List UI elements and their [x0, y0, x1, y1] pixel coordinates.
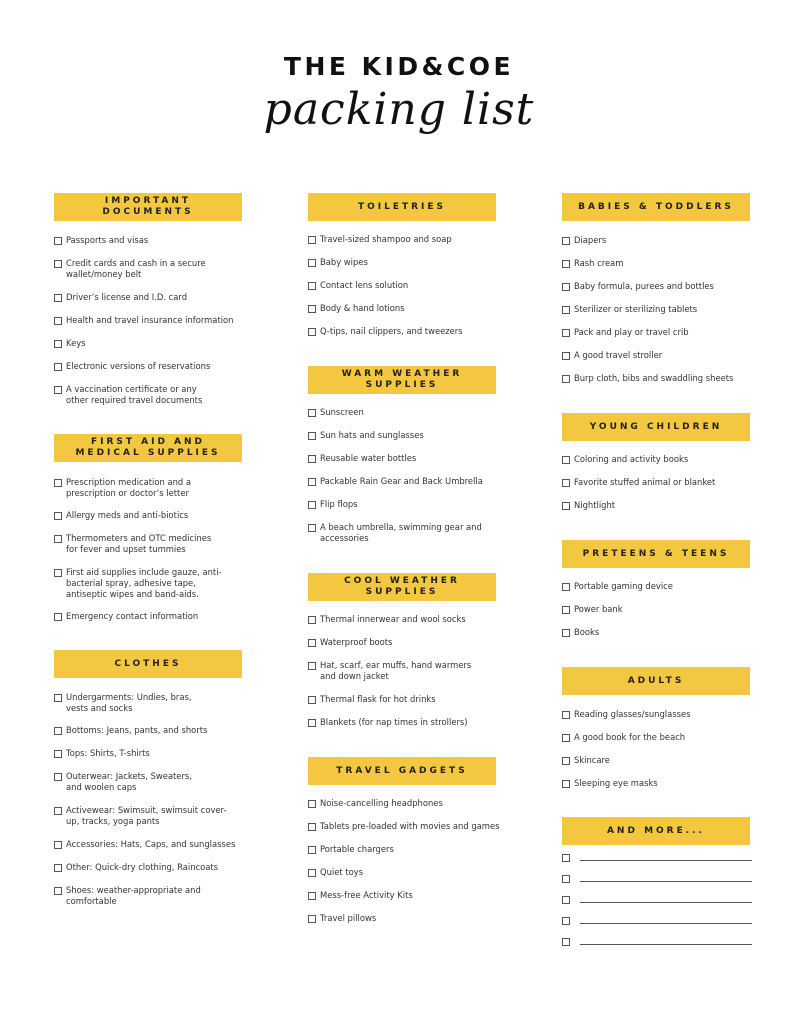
checkbox[interactable]	[562, 260, 570, 268]
checklist-item[interactable]	[54, 384, 249, 406]
checklist-item-label: A vaccination certificate or any other required travel documents	[66, 384, 203, 405]
section-header-line: FIRST AID AND	[90, 437, 206, 447]
checklist-item-label: Allergy meds and anti-biotics	[66, 510, 189, 520]
checklist-item[interactable]	[562, 709, 757, 720]
checklist-item-label: Sun hats and sunglasses	[320, 430, 424, 440]
checklist-item[interactable]	[54, 533, 249, 555]
checkbox[interactable]	[562, 780, 570, 788]
checklist-item[interactable]	[308, 867, 503, 878]
checklist-item[interactable]	[308, 280, 503, 291]
checklist-item[interactable]	[54, 692, 249, 714]
checklist-item-label: A beach umbrella, swimming gear and accessories	[320, 522, 482, 543]
section-header-line: BABIES & TODDLERS	[578, 201, 734, 212]
checklist-item-label: A good travel stroller	[574, 350, 663, 360]
section-header-line: DOCUMENTS	[102, 207, 194, 217]
section-header	[562, 667, 750, 695]
checklist-item-label: Passports and visas	[66, 235, 149, 245]
section-header-line: TOILETRIES	[357, 201, 447, 212]
write-in-line[interactable]	[580, 944, 752, 945]
checklist-item-label: Baby wipes	[320, 257, 368, 267]
checklist-item-label: Health and travel insurance information	[66, 315, 234, 325]
checklist-item[interactable]	[54, 748, 249, 759]
checklist-item-label: Body & hand lotions	[320, 303, 405, 313]
checklist-item[interactable]	[308, 717, 503, 728]
checklist-item[interactable]	[308, 522, 503, 544]
section-header-line: IMPORTANT	[104, 196, 192, 206]
brand-title: THE KID&COE	[283, 52, 515, 81]
checkbox[interactable]	[54, 613, 62, 621]
checkbox[interactable]	[54, 317, 62, 325]
checklist-item[interactable]	[562, 604, 757, 615]
checklist-item[interactable]	[308, 476, 503, 487]
checklist-item[interactable]	[54, 235, 249, 246]
checklist-item[interactable]	[308, 913, 503, 924]
checklist-item-label: Quiet toys	[320, 867, 364, 877]
write-in-line[interactable]	[580, 902, 752, 903]
checklist-item[interactable]	[308, 326, 503, 337]
checklist-item[interactable]	[562, 500, 757, 511]
section-header-line: COOL WEATHER	[344, 576, 460, 586]
checkbox[interactable]	[54, 512, 62, 520]
checkbox[interactable]	[54, 479, 62, 487]
checklist-item-label: Electronic versions of reservations	[66, 361, 211, 371]
checklist-item[interactable]	[308, 821, 503, 832]
checklist-item[interactable]	[562, 627, 757, 638]
checklist-item-label: Bottoms: Jeans, pants, and shorts	[66, 725, 208, 735]
section-header	[308, 193, 496, 221]
section-header-line: ADULTS	[627, 675, 685, 686]
checkbox[interactable]	[562, 479, 570, 487]
checklist-item[interactable]	[308, 430, 503, 441]
checklist-item[interactable]	[562, 778, 757, 789]
checklist-item-label: Q-tips, nail clippers, and tweezers	[320, 326, 463, 336]
checkbox[interactable]	[308, 501, 316, 509]
checkbox[interactable]	[308, 800, 316, 808]
checkbox[interactable]	[562, 854, 570, 862]
checklist-item-label: Packable Rain Gear and Back Umbrella	[320, 476, 483, 486]
write-in-line[interactable]	[580, 923, 752, 924]
checklist-item-label: Burp cloth, bibs and swaddling sheets	[574, 373, 734, 383]
blank-item[interactable]	[562, 936, 752, 946]
checkbox[interactable]	[308, 892, 316, 900]
checklist-item-label: Emergency contact information	[66, 611, 199, 621]
section	[562, 817, 752, 845]
section-header	[562, 540, 750, 568]
checklist-item-label: Waterproof boots	[320, 637, 393, 647]
checklist-item[interactable]	[562, 454, 757, 465]
checkbox[interactable]	[54, 535, 62, 543]
section-header	[562, 193, 750, 221]
checkbox[interactable]	[308, 524, 316, 532]
checkbox[interactable]	[54, 386, 62, 394]
checkbox[interactable]	[54, 750, 62, 758]
section-header	[308, 366, 496, 394]
checkbox[interactable]	[54, 569, 62, 577]
checklist-item-label: Portable gaming device	[574, 581, 673, 591]
checkbox[interactable]	[54, 727, 62, 735]
checklist-item[interactable]	[54, 611, 249, 622]
checklist-item[interactable]	[562, 581, 757, 592]
checkbox[interactable]	[562, 583, 570, 591]
checkbox[interactable]	[562, 938, 570, 946]
checkbox[interactable]	[308, 719, 316, 727]
checkbox[interactable]	[54, 887, 62, 895]
checklist-item-label: Travel-sized shampoo and soap	[320, 234, 452, 244]
checklist-item-label: Travel pillows	[320, 913, 377, 923]
checkbox[interactable]	[562, 917, 570, 925]
checkbox[interactable]	[562, 757, 570, 765]
section-header	[54, 434, 242, 462]
section-header	[308, 573, 496, 601]
section-header-line: AND MORE...	[606, 825, 706, 836]
checklist-item-label: Hat, scarf, ear muffs, hand warmers and down jacket	[320, 660, 472, 681]
section	[308, 573, 498, 727]
checklist-item[interactable]	[308, 798, 503, 809]
section-header	[308, 757, 496, 785]
checkbox[interactable]	[308, 305, 316, 313]
section	[54, 193, 244, 405]
checklist-item-label: Driver’s license and I.D. card	[66, 292, 188, 302]
checklist-item-label: Noise-cancelling headphones	[320, 798, 443, 808]
checklist-item[interactable]	[54, 338, 249, 349]
checklist-item[interactable]	[308, 407, 503, 418]
checkbox[interactable]	[562, 875, 570, 883]
checklist-item[interactable]	[308, 614, 503, 625]
checkbox[interactable]	[308, 915, 316, 923]
checklist-item[interactable]	[308, 890, 503, 901]
checkbox[interactable]	[54, 340, 62, 348]
checkbox[interactable]	[562, 306, 570, 314]
checkbox[interactable]	[562, 502, 570, 510]
checklist-item[interactable]	[308, 844, 503, 855]
section-header-line: CLOTHES	[114, 658, 182, 669]
checkbox[interactable]	[308, 869, 316, 877]
checklist-item-label: First aid supplies include gauze, anti- bacterial spray, adhesive tape, antiseptic wipes and band-aids.	[66, 567, 222, 599]
script-title: packing list	[263, 84, 535, 135]
checklist-item[interactable]	[562, 477, 757, 488]
write-in-line[interactable]	[580, 860, 752, 861]
checklist-item[interactable]	[54, 567, 249, 600]
checklist-item-label: Portable chargers	[320, 844, 394, 854]
checklist-item-label: Credit cards and cash in a secure wallet/money belt	[66, 258, 206, 279]
checklist-item-label: Tablets pre-loaded with movies and games	[320, 821, 500, 831]
blank-item[interactable]	[562, 873, 752, 883]
blank-item[interactable]	[562, 894, 752, 904]
checklist-item[interactable]	[54, 258, 249, 280]
checklist-item[interactable]	[562, 373, 757, 384]
checklist-item[interactable]	[308, 660, 503, 682]
checkbox[interactable]	[308, 282, 316, 290]
checklist-item-label: Sleeping eye masks	[574, 778, 658, 788]
checklist-item[interactable]	[54, 315, 249, 326]
checkbox[interactable]	[308, 455, 316, 463]
checklist-item-label: Diapers	[574, 235, 607, 245]
section	[308, 757, 500, 923]
section-header-line: TRAVEL GADGETS	[336, 765, 468, 776]
section-header-line: MEDICAL SUPPLIES	[75, 448, 221, 458]
checklist-item[interactable]	[562, 281, 757, 292]
checkbox[interactable]	[54, 260, 62, 268]
checklist-item[interactable]	[54, 725, 249, 736]
checklist-item-label: Baby formula, purees and bottles	[574, 281, 714, 291]
checklist-item-label: Keys	[66, 338, 86, 348]
checklist-item[interactable]	[308, 303, 503, 314]
section-header-line: PRETEENS & TEENS	[582, 548, 730, 559]
section	[562, 413, 752, 510]
checkbox[interactable]	[562, 711, 570, 719]
section-header-line: WARM WEATHER	[341, 369, 463, 379]
checklist-item-label: Rash cream	[574, 258, 624, 268]
checkbox[interactable]	[308, 409, 316, 417]
checklist-item-label: Other: Quick-dry clothing, Raincoats	[66, 862, 219, 872]
blank-item[interactable]	[562, 915, 752, 925]
checklist-item[interactable]	[562, 350, 757, 361]
checklist-item-label: Thermometers and OTC medicines for fever and upset tummies	[66, 533, 212, 554]
checkbox[interactable]	[54, 841, 62, 849]
section	[54, 650, 244, 906]
checkbox[interactable]	[308, 259, 316, 267]
blank-item[interactable]	[562, 852, 752, 862]
checkbox[interactable]	[308, 432, 316, 440]
checklist-item[interactable]	[54, 839, 249, 850]
checklist-item[interactable]	[54, 292, 249, 303]
checklist-item-label: Thermal innerwear and wool socks	[320, 614, 466, 624]
checklist-item[interactable]	[562, 755, 757, 766]
checklist-item[interactable]	[562, 304, 757, 315]
checklist-item[interactable]	[54, 885, 249, 907]
checkbox[interactable]	[308, 236, 316, 244]
checklist-item-label: Tops: Shirts, T-shirts	[66, 748, 150, 758]
checkbox[interactable]	[562, 896, 570, 904]
checkbox[interactable]	[54, 773, 62, 781]
checklist-item[interactable]	[562, 258, 757, 269]
checklist-item[interactable]	[562, 235, 757, 246]
section	[54, 434, 244, 621]
checklist-item-label: Favorite stuffed animal or blanket	[574, 477, 716, 487]
checklist-item[interactable]	[308, 637, 503, 648]
checkbox[interactable]	[562, 352, 570, 360]
checklist-item[interactable]	[54, 805, 249, 827]
checklist-item-label: Flip flops	[320, 499, 358, 509]
checklist-item-label: A good book for the beach	[574, 732, 686, 742]
section	[308, 366, 498, 543]
section-header-line: SUPPLIES	[365, 380, 439, 390]
checkbox[interactable]	[308, 616, 316, 624]
checklist-item-label: Undergarments: Undies, bras, vests and socks	[66, 692, 192, 713]
checklist-item-label: Outerwear: Jackets, Sweaters, and woolen caps	[66, 771, 192, 792]
write-in-line[interactable]	[580, 881, 752, 882]
checkbox[interactable]	[308, 328, 316, 336]
checklist-item-label: Reading glasses/sunglasses	[574, 709, 691, 719]
checkbox[interactable]	[562, 456, 570, 464]
checklist-item[interactable]	[54, 477, 249, 499]
checkbox[interactable]	[562, 237, 570, 245]
checkbox[interactable]	[308, 823, 316, 831]
checkbox[interactable]	[54, 807, 62, 815]
section-header	[562, 413, 750, 441]
checkbox[interactable]	[54, 294, 62, 302]
checkbox[interactable]	[308, 662, 316, 670]
checklist-item[interactable]	[308, 453, 503, 464]
checklist-item-label: Prescription medication and a prescription or doctor’s letter	[66, 477, 192, 498]
checkbox[interactable]	[54, 864, 62, 872]
checklist-item-label: Accessories: Hats, Caps, and sunglasses	[66, 839, 236, 849]
section	[308, 193, 498, 336]
checklist-item-label: Activewear: Swimsuit, swimsuit cover- up, tracks, yoga pants	[66, 805, 227, 826]
checklist-item-label: Power bank	[574, 604, 623, 614]
checklist-item-label: Reusable water bottles	[320, 453, 417, 463]
checkbox[interactable]	[562, 283, 570, 291]
checklist-item[interactable]	[308, 257, 503, 268]
checkbox[interactable]	[308, 639, 316, 647]
checkbox[interactable]	[54, 237, 62, 245]
checklist-item[interactable]	[562, 732, 757, 743]
section	[562, 667, 752, 788]
checkbox[interactable]	[308, 696, 316, 704]
section-header-line: YOUNG CHILDREN	[589, 421, 723, 432]
checklist-item-label: Skincare	[574, 755, 610, 765]
section-header	[562, 817, 750, 845]
section-header	[54, 650, 242, 678]
checklist-item[interactable]	[54, 862, 249, 873]
checklist-item[interactable]	[54, 361, 249, 372]
checkbox[interactable]	[562, 606, 570, 614]
section-header	[54, 193, 242, 221]
section-header-line: SUPPLIES	[365, 587, 439, 597]
checkbox[interactable]	[54, 363, 62, 371]
checklist-item[interactable]	[54, 771, 249, 793]
checklist-item[interactable]	[308, 234, 503, 245]
checkbox[interactable]	[308, 478, 316, 486]
checklist-item-label: Sterilizer or sterilizing tablets	[574, 304, 698, 314]
checklist-item-label: Mess-free Activity Kits	[320, 890, 413, 900]
checkbox[interactable]	[562, 629, 570, 637]
checklist-item-label: Shoes: weather-appropriate and comfortable	[66, 885, 201, 906]
checklist-item[interactable]	[54, 510, 249, 521]
checklist-item-label: Pack and play or travel crib	[574, 327, 689, 337]
section	[562, 540, 752, 637]
checkbox[interactable]	[308, 846, 316, 854]
checklist-item-label: Coloring and activity books	[574, 454, 689, 464]
checklist-item-label: Blankets (for nap times in strollers)	[320, 717, 468, 727]
checkbox[interactable]	[562, 734, 570, 742]
checklist-item-label: Books	[574, 627, 600, 637]
section	[562, 193, 752, 383]
checklist-item-label: Contact lens solution	[320, 280, 409, 290]
checkbox[interactable]	[562, 375, 570, 383]
checklist-item-label: Thermal flask for hot drinks	[320, 694, 436, 704]
checklist-item[interactable]	[308, 694, 503, 705]
checklist-item-label: Nightlight	[574, 500, 616, 510]
checklist-item[interactable]	[308, 499, 503, 510]
checklist-item[interactable]	[562, 327, 757, 338]
checklist-item-label: Sunscreen	[320, 407, 364, 417]
checkbox[interactable]	[562, 329, 570, 337]
checkbox[interactable]	[54, 694, 62, 702]
